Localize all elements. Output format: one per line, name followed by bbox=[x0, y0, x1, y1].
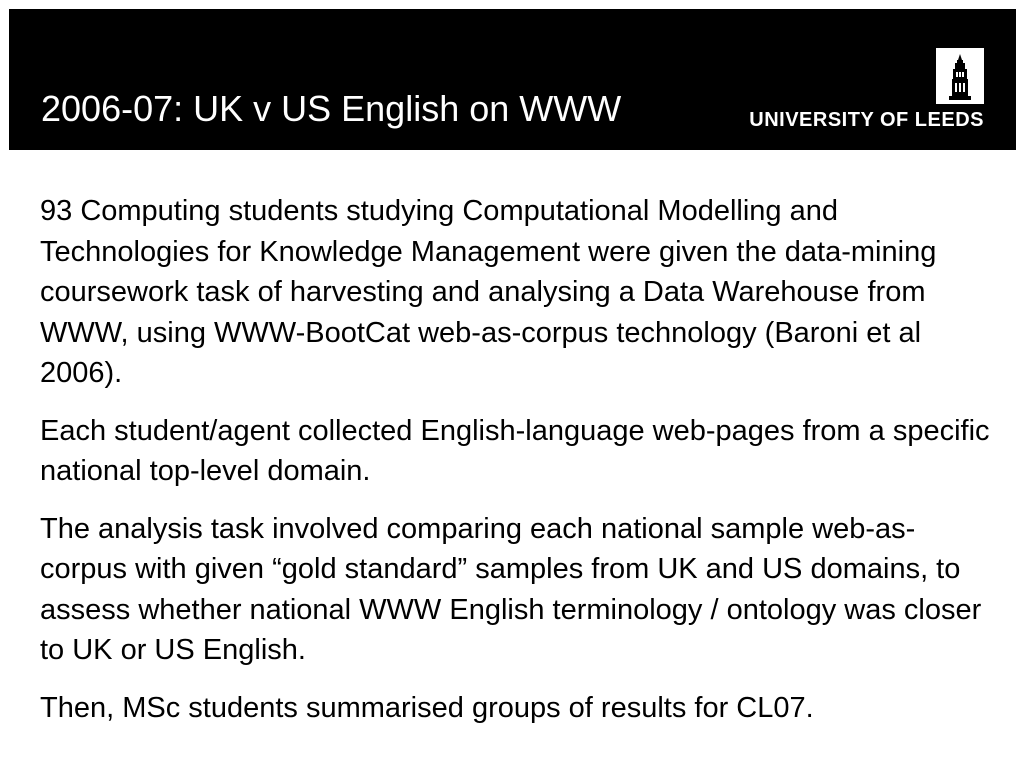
slide-body bbox=[40, 191, 990, 745]
university-logo bbox=[936, 48, 984, 104]
body-paragraph: The analysis task involved comparing each national sample web-as-corpus with given “gold standard” samples from UK and US domains, to assess whether national WWW English terminology / ontology was closer to UK or US English. bbox=[40, 512, 982, 666]
header-bar bbox=[9, 9, 1016, 150]
body-paragraph: 93 Computing students studying Computational Modelling and Technologies for Knowledge Management were given the data-mining coursework task of harvesting and analysing a Data Warehouse from WWW, using WWW-BootCat web-as-corpus technology (Baroni et al 2006). bbox=[40, 195, 937, 389]
body-paragraph: Each student/agent collected English-language web-pages from a specific national top-level domain. bbox=[40, 414, 990, 487]
body-paragraph: Then, MSc students summarised groups of results for CL07. bbox=[40, 691, 814, 724]
slide-title: 2006-07: UK v US English on WWW bbox=[41, 88, 622, 129]
parkinson-tower-icon bbox=[936, 48, 984, 104]
university-logo-text: UNIVERSITY OF LEEDS bbox=[749, 109, 984, 131]
